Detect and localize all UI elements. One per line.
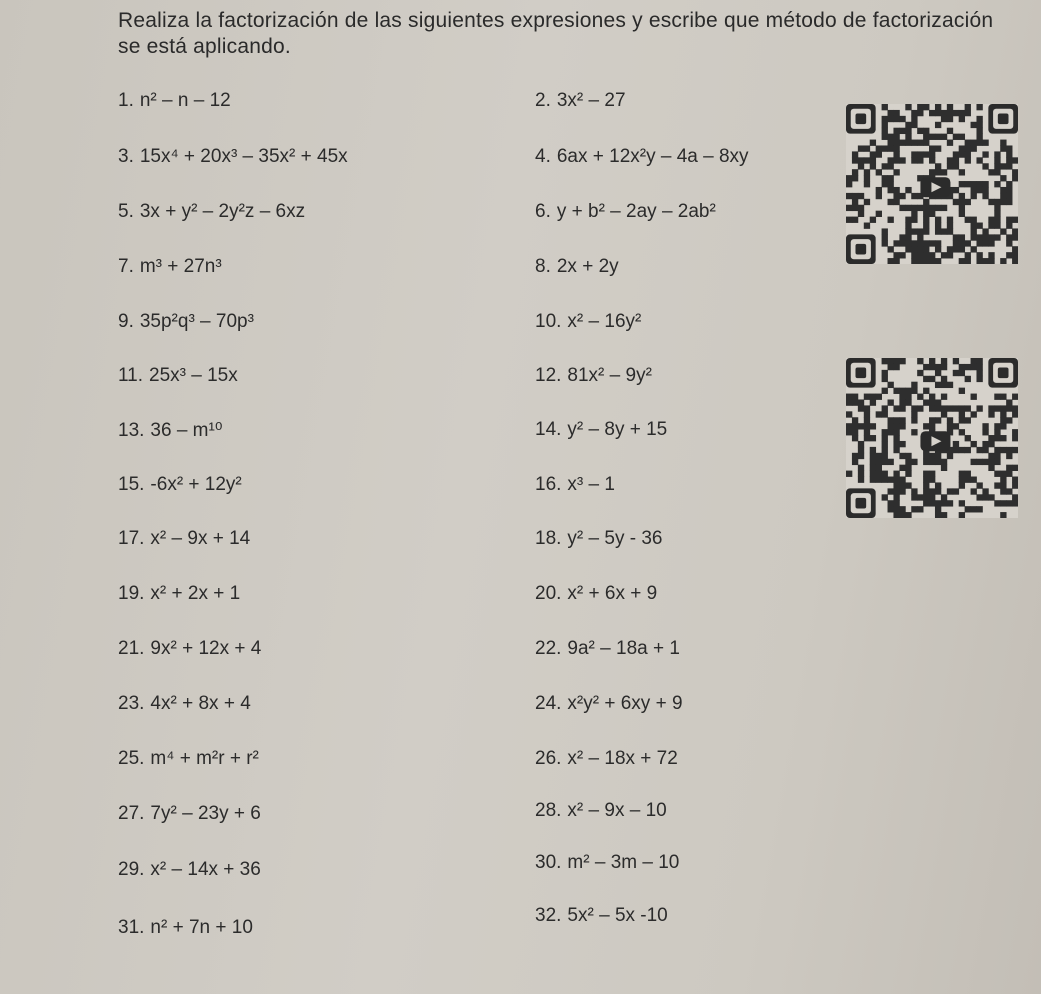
exercise-number: 18. — [535, 528, 562, 549]
exercise-item — [118, 474, 242, 496]
exercise-expression: y² – 8y + 15 — [567, 419, 668, 440]
exercise-expression: m³ + 27n³ — [139, 256, 222, 277]
exercise-item — [118, 419, 222, 442]
exercise-number: 16. — [535, 474, 562, 495]
exercise-number: 5. — [118, 201, 134, 222]
exercise-item — [118, 528, 250, 550]
exercise-item — [118, 693, 251, 715]
exercise-number: 13. — [118, 420, 145, 441]
exercise-item — [118, 803, 261, 825]
exercise-expression: x³ – 1 — [567, 474, 615, 495]
exercise-item — [118, 583, 240, 605]
exercise-expression: m⁴ + m²r + r² — [150, 748, 259, 769]
exercise-item — [118, 311, 254, 333]
exercise-expression: 6ax + 12x²y – 4a – 8xy — [556, 146, 749, 167]
exercise-item — [118, 859, 261, 881]
exercise-number: 31. — [118, 917, 145, 938]
exercise-expression: x² – 18x + 72 — [567, 748, 678, 769]
exercise-item — [535, 800, 667, 822]
exercise-expression: n² + 7n + 10 — [150, 917, 253, 938]
exercise-item — [118, 748, 259, 770]
exercise-expression: 4x² + 8x + 4 — [150, 693, 251, 714]
exercise-item — [535, 852, 679, 874]
exercise-number: 30. — [535, 852, 562, 873]
exercise-expression: x² – 9x – 10 — [567, 800, 667, 821]
exercise-item — [535, 638, 680, 660]
exercise-number: 14. — [535, 419, 562, 440]
exercise-expression: 81x² – 9y² — [567, 365, 652, 386]
exercise-expression: 9a² – 18a + 1 — [567, 638, 680, 659]
exercise-expression: y + b² – 2ay – 2ab² — [556, 201, 716, 222]
exercise-number: 8. — [535, 256, 551, 277]
exercise-number: 20. — [535, 583, 562, 604]
exercise-number: 7. — [118, 256, 134, 277]
exercise-item — [535, 583, 657, 605]
exercise-item — [118, 917, 253, 939]
exercise-number: 29. — [118, 859, 145, 880]
exercise-item — [118, 365, 238, 387]
exercise-number: 10. — [535, 311, 562, 332]
exercise-number: 27. — [118, 803, 145, 824]
exercise-number: 1. — [118, 90, 134, 111]
exercise-expression: 3x² – 27 — [556, 90, 626, 111]
exercise-number: 2. — [535, 90, 551, 111]
exercise-item — [535, 748, 678, 770]
exercise-item — [535, 90, 626, 112]
exercise-number: 25. — [118, 748, 145, 769]
exercise-expression: x² – 14x + 36 — [150, 859, 261, 880]
exercise-number: 28. — [535, 800, 562, 821]
exercise-item — [118, 146, 348, 168]
exercise-number: 12. — [535, 365, 562, 386]
exercise-expression: m² – 3m – 10 — [567, 852, 680, 873]
exercise-number: 24. — [535, 693, 562, 714]
exercise-number: 11. — [118, 365, 144, 386]
exercise-expression: 2x + 2y — [556, 256, 619, 277]
exercise-item — [535, 474, 615, 496]
exercise-expression: x² + 6x + 9 — [567, 583, 658, 604]
exercise-item — [535, 146, 749, 168]
exercise-number: 21. — [118, 638, 145, 659]
exercise-number: 19. — [118, 583, 145, 604]
exercise-item — [535, 905, 668, 927]
exercise-number: 17. — [118, 528, 145, 549]
exercise-expression: 5x² – 5x -10 — [567, 905, 668, 926]
qr-code-video-icon[interactable] — [846, 104, 1018, 264]
exercise-number: 15. — [118, 474, 145, 495]
exercise-expression: x² – 16y² — [567, 311, 642, 332]
exercise-item — [535, 693, 683, 715]
exercise-expression: 7y² – 23y + 6 — [150, 803, 261, 824]
exercise-expression: 3x + y² – 2y²z – 6xz — [139, 201, 306, 222]
exercise-number: 3. — [118, 146, 134, 167]
exercise-number: 23. — [118, 693, 145, 714]
exercise-expression: 25x³ – 15x — [149, 365, 238, 386]
exercise-expression: x²y² + 6xy + 9 — [567, 693, 683, 714]
exercise-number: 26. — [535, 748, 562, 769]
exercise-number: 32. — [535, 905, 562, 926]
exercise-expression: 15x⁴ + 20x³ – 35x² + 45x — [139, 146, 348, 167]
exercise-number: 22. — [535, 638, 562, 659]
exercise-expression: y² – 5y - 36 — [567, 528, 663, 549]
instructions-text: Realiza la factorización de las siguientes expresiones y escribe que método de factorización se está aplicando. — [118, 9, 994, 58]
exercise-expression: x² + 2x + 1 — [150, 583, 241, 604]
exercise-expression: n² – n – 12 — [139, 90, 231, 111]
exercise-item — [535, 419, 667, 441]
exercise-item — [118, 201, 305, 223]
exercise-item — [535, 311, 641, 333]
exercise-number: 6. — [535, 201, 551, 222]
exercise-expression: 36 – m¹⁰ — [150, 420, 223, 441]
exercise-number: 4. — [535, 146, 551, 167]
exercise-item — [535, 365, 652, 387]
exercise-item — [118, 90, 231, 112]
exercise-expression: -6x² + 12y² — [150, 474, 242, 495]
exercise-item — [118, 638, 261, 660]
exercise-item — [535, 528, 662, 550]
qr-code-video-icon[interactable] — [846, 358, 1018, 518]
exercise-item — [535, 256, 619, 278]
exercise-item — [118, 256, 222, 278]
exercise-item — [535, 201, 716, 223]
exercise-number: 9. — [118, 311, 134, 332]
exercise-expression: 9x² + 12x + 4 — [150, 638, 262, 659]
exercise-expression: 35p²q³ – 70p³ — [139, 311, 254, 332]
exercise-expression: x² – 9x + 14 — [150, 528, 251, 549]
